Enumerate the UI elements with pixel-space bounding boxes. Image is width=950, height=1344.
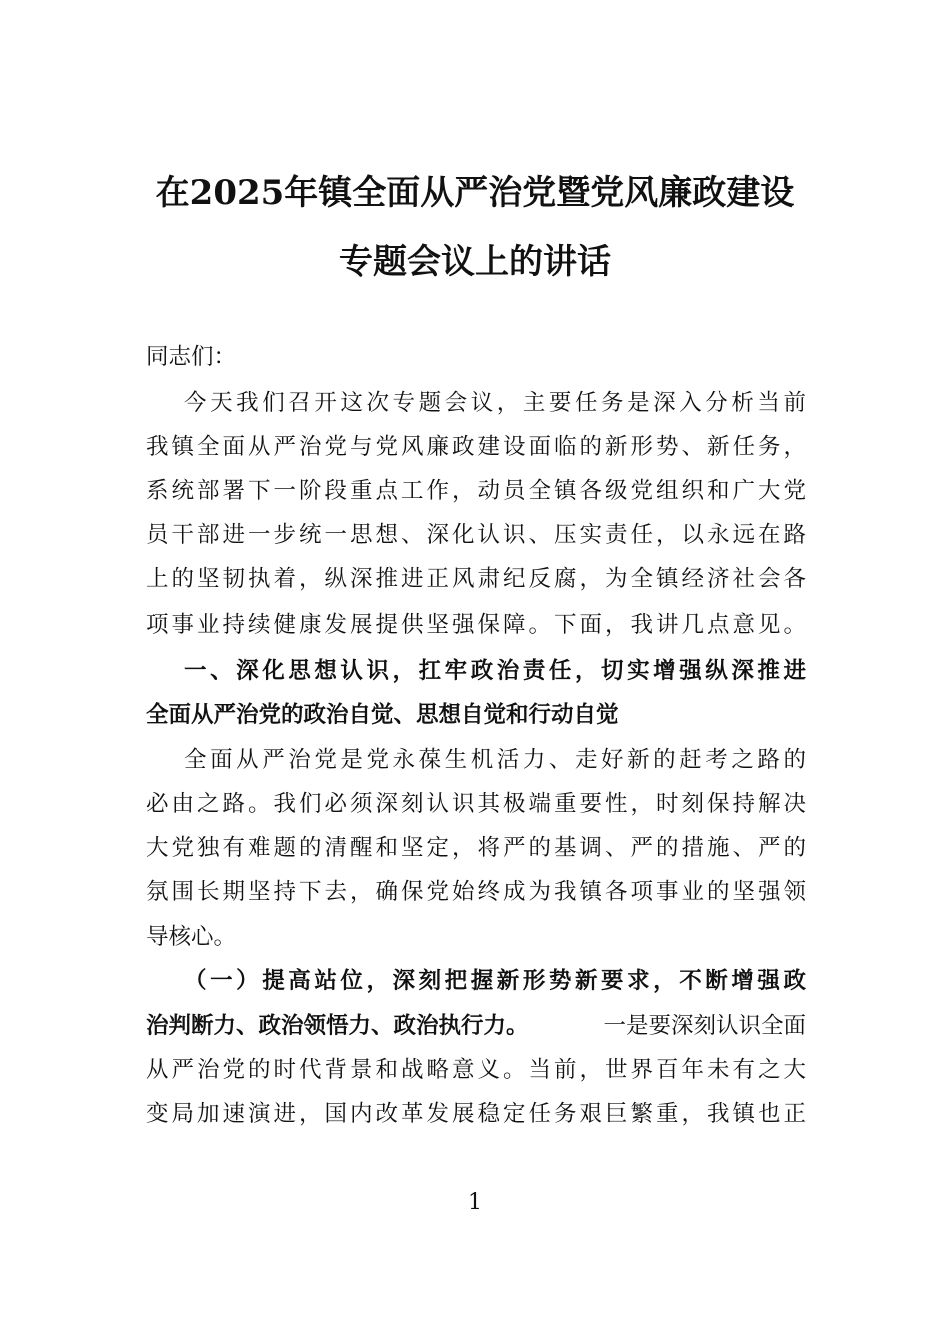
paragraph-line: 系统部署下一阶段重点工作，动员全镇各级党组织和广大党 bbox=[146, 478, 806, 504]
subheading-line: （一）提高站位，深刻把握新形势新要求，不断增强政 bbox=[184, 968, 806, 994]
document-title-line-1: 在2025年镇全面从严治党暨党风廉政建设 bbox=[155, 173, 795, 213]
salutation: 同志们： bbox=[146, 344, 237, 370]
section-heading-line: 一、深化思想认识，扛牢政治责任，切实增强纵深推进 bbox=[184, 658, 806, 684]
document-title-line-2: 专题会议上的讲话 bbox=[339, 242, 611, 282]
subheading-tail: 治判断力、政治领悟力、政治执行力。 bbox=[146, 1013, 529, 1039]
paragraph-line: 导核心。 bbox=[146, 924, 237, 950]
paragraph-line: 员干部进一步统一思想、深化认识、压实责任，以永远在路 bbox=[146, 522, 806, 548]
paragraph-line: 从严治党的时代背景和战略意义。当前，世界百年未有之大 bbox=[146, 1057, 806, 1083]
page-number: 1 bbox=[468, 1190, 482, 1215]
paragraph-line: 大党独有难题的清醒和坚定，将严的基调、严的措施、严的 bbox=[146, 835, 806, 861]
paragraph-line: 氛围长期坚持下去，确保党始终成为我镇各项事业的坚强领 bbox=[146, 879, 806, 905]
paragraph-line: 我镇全面从严治党与党风廉政建设面临的新形势、新任务， bbox=[146, 434, 806, 460]
paragraph-line: 今天我们召开这次专题会议，主要任务是深入分析当前 bbox=[184, 390, 806, 416]
mixed-line bbox=[146, 1011, 806, 1041]
paragraph-line: 变局加速演进，国内改革发展稳定任务艰巨繁重，我镇也正 bbox=[146, 1101, 806, 1127]
paragraph-line: 上的坚韧执着，纵深推进正风肃纪反腐，为全镇经济社会各 bbox=[146, 566, 806, 592]
section-heading-line: 全面从严治党的政治自觉、思想自觉和行动自觉 bbox=[146, 702, 619, 728]
paragraph-line: 项事业持续健康发展提供坚强保障。下面，我讲几点意见。 bbox=[146, 612, 806, 638]
paragraph-text: 一是要深刻认识全面 bbox=[603, 1013, 806, 1039]
paragraph-line: 必由之路。我们必须深刻认识其极端重要性，时刻保持解决 bbox=[146, 791, 806, 817]
paragraph-line: 全面从严治党是党永葆生机活力、走好新的赶考之路的 bbox=[184, 747, 806, 773]
